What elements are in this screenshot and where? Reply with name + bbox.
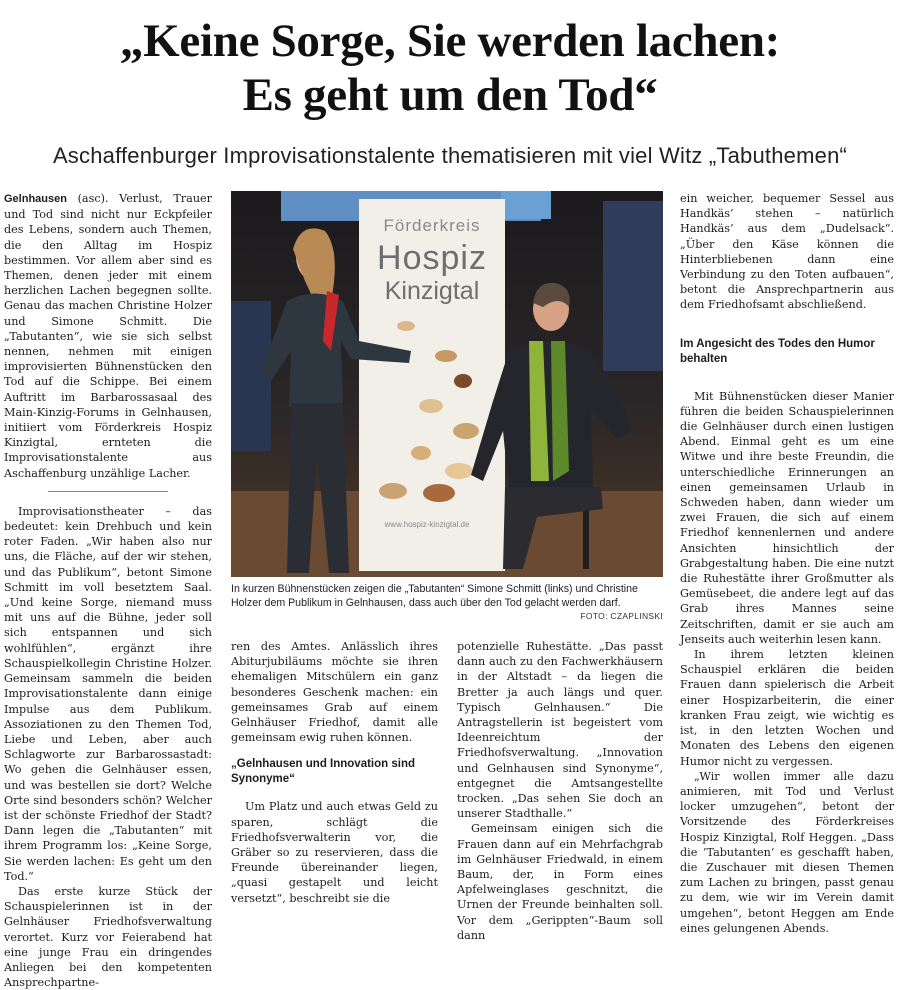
paragraph: Mit Bühnenstücken dieser Manier führen die beiden Schauspielerinnen die Gelnhäuser durch einen lustigen Abend. Einmal geht es um eine Witwe und ihre beste Freundin, die unterschiedliche Erinnerungen an einen gemeinsamen Urlaub in Schweden haben, dann wieder um zwei Frauen, die sich auf einem Friedhof kennenlernen und andere Ansichten hinsichtlich der Grabgestaltung haben. Die eine nutzt die Ruhestätte ihrer Großmutter als Gemüsebeet, die andere legt auf das Grab ihres Mannes seine Zeitschriften, damit er sie auch am Jenseits auch weiterhin lesen kann. <box>680 389 894 646</box>
intro-paragraph <box>4 191 212 481</box>
dateline: Gelnhausen <box>4 193 67 205</box>
banner-text-1: Förderkreis <box>383 216 481 235</box>
headline-line-2: Es geht um den Tod“ <box>242 69 658 121</box>
paragraph: Improvisationstheater – das bedeutet: kein Drehbuch und kein roter Faden. „Wir haben also nur uns, die Fläche, auf der wir stehen, und das Publikum“, betont Simone Schmitt im voll besetztem Saal. „Und keine Sorge, niemand muss mit uns auf die Bühne, jeder soll sich entspannen und sich wohlfühlen“, ergänzt ihre Schauspielkollegin Christine Holzer. Gemeinsam sammeln die beiden Improvisationstalente dann einige Impulse aus dem Publikum. Assoziationen zu den Themen Tod, Liebe und Leben, aber auch Schlagworte zur Barbarossastadt: Wo gehen die Gelnhäuser essen, und was bestellen sie dort? Welche Orte sind besonders schön? Welcher ist der schönste Friedhof der Stadt? Dann legen die „Tabutanten“ mit ihrem Programm los: „Keine Sorge, Sie werden lachen: Es geht um den Tod.“ <box>4 504 212 883</box>
banner-text-3: Kinzigtal <box>384 277 480 305</box>
leaf <box>411 446 431 460</box>
window <box>603 201 663 371</box>
leaf <box>379 483 407 499</box>
headline-line-1: „Keine Sorge, Sie werden lachen: <box>119 15 781 67</box>
leaf <box>435 350 457 362</box>
paragraph: Das erste kurze Stück der Schauspielerinnen ist in der Gelnhäuser Friedhofsverwaltung verortet. Kurz vor Feierabend hat eine junge Frau ein dringendes Anliegen bei den kompetenten Ansprechpartne- <box>4 884 212 990</box>
leaf <box>423 484 455 502</box>
banner-url: www.hospiz-kinzigtal.de <box>384 520 470 529</box>
divider <box>48 491 168 492</box>
window <box>231 301 271 451</box>
paragraph: In ihrem letzten kleinen Schauspiel erklären die beiden Frauen dann spielerisch die Arbeit einer Hospizarbeiterin, die einer kranken Frau zeigt, wie wichtig es ist, in den letzten Wochen und Monaten des Lebens den eigenen Humor nicht zu vergessen. <box>680 648 894 768</box>
paragraph: „Wir wollen immer alle dazu animieren, mit Tod und Verlust locker umzugehen“, betont der Vorsitzende des Förderkreises Hospiz Kinzigtal, Rolf Heggen. „Dass die ’Tabutanten‘ es geschafft haben, die Zuschauer mit diesen Themen zum Lachen zu bringen, passt genau zu dem, wie wir im Verein damit umgehen“, betont Heggen am Ende eines gelungenen Abends. <box>680 769 894 935</box>
paragraph: Gemeinsam einigen sich die Frauen dann auf ein Mehrfachgrab im Gelnhäuser Friedwald, in einem Baum, der, in Form eines Apfelweinglases geschnitzt, die Urnen der Freunde beinhalten soll. Vor dem „Gerippten“-Baum soll dann <box>457 822 663 942</box>
leaf <box>397 321 415 331</box>
stage-photo <box>231 191 663 577</box>
article-column-1 <box>4 191 212 990</box>
paragraph: ein weicher, bequemer Sessel aus Handkäs’ stehen – natürlich Handkäs’ aus dem „Dudelsack“. „Über den Käse können die Hinterbliebenen dann eine Verbindung zu den Toten aufbauen“, betont die Ansprechpartnerin aus dem Friedhofsamt abschließend. <box>680 192 894 312</box>
leaf <box>454 374 472 388</box>
photo-caption: In kurzen Bühnenstücken zeigen die „Tabutanten“ Simone Schmitt (links) und Christine Holzer dem Publikum in Gelnhausen, dass auch über den Tod gelacht werden darf. <box>231 583 638 609</box>
leaf <box>453 423 479 439</box>
subheadline: Aschaffenburger Improvisationstalente thematisieren mit viel Witz „Tabuthemen“ <box>52 143 848 168</box>
paragraph: ren des Amtes. Anlässlich ihres Abiturjubiläums möchte sie ihren ehemaligen Mitschülern ein ganz besonderes Geschenk machen: ein gemeinsames Grab auf einem Gelnhäuser Friedhof, damit alle gemeinsam ewig ruhen können. <box>231 640 438 745</box>
headline <box>0 14 900 122</box>
article-column-2 <box>231 639 438 906</box>
stage-photo-illustration <box>231 191 663 577</box>
article-column-3 <box>457 639 663 943</box>
subheading: Im Angesicht des Todes den Humor behalten <box>680 337 875 365</box>
banner-text-2: Hospiz <box>377 239 487 277</box>
photo-credit: FOTO: CZAPLINSKI <box>580 611 663 621</box>
article-column-4 <box>680 191 894 936</box>
subheading: „Gelnhausen und Innovation sind Synonyme“ <box>231 758 416 786</box>
leaf <box>445 463 473 479</box>
projection-screen-logo <box>501 191 551 219</box>
paragraph: potenzielle Ruhestätte. „Das passt dann auch zu den Fachwerkhäusern in der Altstadt – da liegen die Bretter ja auch längs und quer. Typisch Gelnhausen.“ Die Antragstellerin ist begeistert vom Ideenreichtum der Friedhofsverwaltung. „Innovation und Gelnhausen sind Synonyme“, entgegnet die Amtsangestellte trocken. „Das sehen Sie doch an unserer Stadthalle.“ <box>457 640 663 821</box>
intro-text: (asc). Verlust, Trauer und Tod sind nicht nur Eckpfeiler des Lebens, sondern auch Themen, die den Alltag im Hospiz bestimmen. Vor allem aber sind es Themen, denen jeder mit einem herzlichen Lachen begegnen sollte. Genau das machen Christine Holzer und Simone Schmitt. Die „Tabutanten“, wie sie sich selbst nennen, nehmen mit einigen improvisierten Bühnenstücken den Tod auf die Schippe. Bei einem Auftritt im Barbarossasaal des Main-Kinzig-Forums in Gelnhausen, initiiert vom Förderkreis Hospiz Kinzigtal, ernteten die Improvisationstalente aus Aschaffenburg unzählige Lacher. <box>4 192 212 480</box>
leaf <box>419 399 443 413</box>
paragraph: Um Platz und auch etwas Geld zu sparen, schlägt die Friedhofsverwalterin vor, die Gräber so zu reservieren, dass die Freunde übereinander liegen, „quasi gestapelt und leicht versetzt“, beschreibt sie die <box>231 800 438 905</box>
